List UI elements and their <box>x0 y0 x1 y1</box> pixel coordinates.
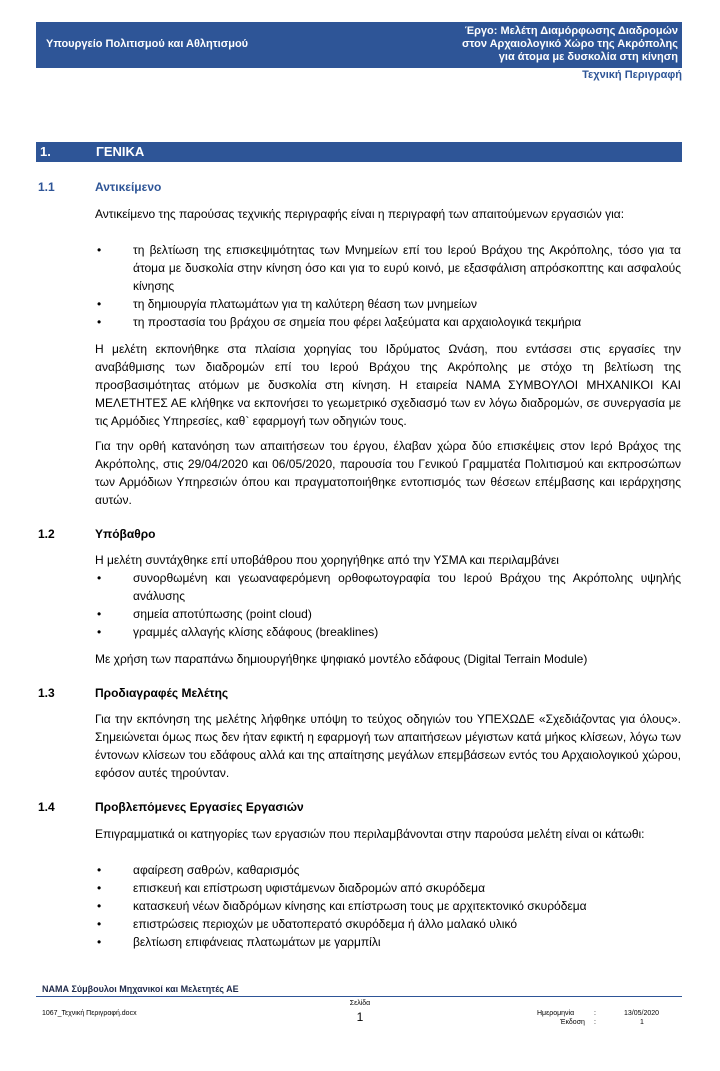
list-item: • κατασκευή νέων διαδρόμων κίνησης και επίστρωση τους με αρχιτεκτονικό σκυρόδεμα <box>95 897 681 915</box>
paragraph: Η μελέτη συντάχθηκε επί υποβάθρου που χορηγήθηκε από την ΥΣΜΑ και περιλαμβάνει <box>95 553 559 567</box>
footer-page-label: Σελίδα <box>349 1000 371 1007</box>
list-item: • βελτίωση επιφάνειας πλατωμάτων με γαρμπίλι <box>95 933 681 951</box>
list-item: • επιστρώσεις περιοχών με υδατοπερατό σκυρόδεμα ή άλλο μαλακό υλικό <box>95 915 681 933</box>
list-item: • τη δημιουργία πλατωμάτων για τη καλύτερη θέαση των μνημείων <box>95 295 681 313</box>
footer-date-value: 13/05/2020 <box>624 1010 660 1017</box>
footer-date-colon: : <box>594 1010 596 1017</box>
list-item: • συνορθωμένη και γεωαναφερόμενη ορθοφωτογραφία του Ιερού Βράχου της Ακρόπολης υψηλής ανάλυσης <box>95 569 681 605</box>
ministry-name: Υπουργείο Πολιτισμού και Αθλητισμού <box>46 38 249 50</box>
footer-page-number: 1 <box>356 1010 364 1024</box>
paragraph: Για την εκπόνηση της μελέτης λήφθηκε υπόψη το τεύχος οδηγιών του ΥΠΕΧΩΔΕ «Σχεδιάζοντας για όλους». Σημειώνεται όμως πως δεν ήταν εφικτή η εφαρμογή των απαιτήσεων μέγιστων κατά μήκος κλίσεων, λόγω των έντονων κλίσεων του εδάφους αλλά και της απαίτησης μεγάλων επεμβάσεων εντός του Αρχαιολογικού χώρου, εφόσον αυτές τηρούνταν. <box>95 712 681 780</box>
project-title-line: στον Αρχαιολογικό Χώρο της Ακρόπολης <box>461 38 678 50</box>
list-item: • γραμμές αλλαγής κλίσης εδάφους (breaklines) <box>95 623 681 641</box>
section-title: ΓΕΝΙΚΑ <box>96 144 145 159</box>
subsection-number: 1.3 <box>38 686 55 700</box>
list-item: • επισκευή και επίστρωση υφιστάμενων διαδρομών από σκυρόδεμα <box>95 879 681 897</box>
bullet-list <box>95 569 681 641</box>
section-heading <box>36 142 682 162</box>
list-item: • αφαίρεση σαθρών, καθαρισμός <box>95 861 681 879</box>
project-title-line: Έργο: Μελέτη Διαμόρφωσης Διαδρομών <box>464 25 678 37</box>
paragraph: Για την ορθή κατανόηση των απαιτήσεων του έργου, έλαβαν χώρα δύο επισκέψεις στον Ιερό Βράχος της Ακρόπολης, στις 29/04/2020 και 06/05/2020, παρουσία του Γενικού Γραμματέα Πολιτισμού και εκπροσώπων των Αρμόδιων Υπηρεσιών όπου και πραγματοποιήθηκε εντοπισμός των θέσεων επέμβασης και ιεράρχησης αυτών. <box>95 439 681 507</box>
footer-divider <box>36 996 682 997</box>
document-type: Τεχνική Περιγραφή <box>582 69 682 81</box>
paragraph: Αντικείμενο της παρούσας τεχνικής περιγραφής είναι η περιγραφή των απαιτούμενων εργασιών για: <box>95 207 625 221</box>
bullet-list <box>95 241 681 331</box>
list-item: • τη προστασία του βράχου σε σημεία που φέρει λαξεύματα και αρχαιολογικά τεκμήρια <box>95 313 681 331</box>
bullet-list <box>95 861 681 951</box>
list-item: • τη βελτίωση της επισκεψιμότητας των Μνημείων επί του Ιερού Βράχου της Ακρόπολης, τόσο για τα άτομα με δυσκολία στην κίνηση όσο και για το ευρύ κοινό, με εξασφάλιση απρόσκοπτης και ασφαλούς κίνησης <box>95 241 681 295</box>
subsection-number: 1.2 <box>38 527 55 541</box>
section-number: 1. <box>40 144 51 159</box>
project-title <box>418 25 678 64</box>
footer-company: ΝΑΜΑ Σύμβουλοι Μηχανικοί και Μελετητές ΑΕ <box>42 984 239 994</box>
subsection-title: Προβλεπόμενες Εργασίες Εργασιών <box>95 800 304 814</box>
list-item: • σημεία αποτύπωσης (point cloud) <box>95 605 681 623</box>
paragraph: Η μελέτη εκπονήθηκε στα πλαίσια χορηγίας του Ιδρύματος Ωνάση, που εντάσσει στις εργασίες την αναβάθμισης των διαδρομών επί του Ιερού Βράχου της Ακρόπολης με στόχο τη βελτίωση της προσβασιμότητας ατόμων με δυσκολία στη κίνηση. Η εταιρεία ΝΑΜΑ ΣΥΜΒΟΥΛΟΙ ΜΗΧΑΝΙΚΟΙ ΚΑΙ ΜΕΛΕΤΗΤΕΣ ΑΕ κλήθηκε να εκπονήσει το γεωμετρικό σχεδιασμό των εν λόγω διαδρομών, σε συνεργασία με τις Αρμόδιες Υπηρεσίες, καθ` εφαρμογή των οδηγιών τους. <box>95 342 681 428</box>
footer-version-value: 1 <box>640 1019 644 1026</box>
footer-date-label: Ημερομηνία <box>537 1010 575 1017</box>
footer-filename: 1067_Τεχνική Περιγραφή.docx <box>42 1010 137 1017</box>
subsection-title: Αντικείμενο <box>95 180 162 194</box>
subsection-title: Υπόβαθρο <box>95 527 156 541</box>
paragraph: Επιγραμματικά οι κατηγορίες των εργασιών που περιλαμβάνονται στην παρούσα μελέτη είναι οι κάτωθι: <box>95 827 645 841</box>
paragraph: Με χρήση των παραπάνω δημιουργήθηκε ψηφιακό μοντέλο εδάφους (Digital Terrain Module) <box>95 652 588 666</box>
subsection-title: Προδιαγραφές Μελέτης <box>95 686 229 700</box>
subsection-number: 1.4 <box>38 800 55 814</box>
subsection-number: 1.1 <box>38 180 55 194</box>
footer-version-colon: : <box>594 1019 596 1026</box>
footer-version-label: Έκδοση <box>560 1019 585 1026</box>
header-band <box>36 22 682 68</box>
project-title-line: για άτομα με δυσκολία στη κίνηση <box>498 51 678 63</box>
